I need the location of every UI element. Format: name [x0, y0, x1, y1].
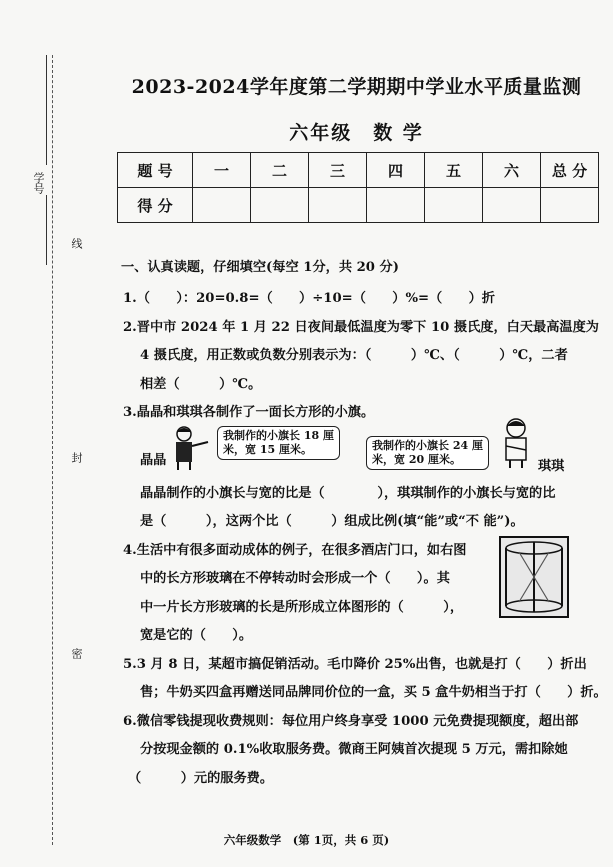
score-cell-6: 六	[483, 153, 541, 188]
score-row-label: 得 分	[118, 188, 193, 223]
section-heading: 一、认真读题，仔细填空(每空 1分，共 20 分)	[121, 260, 399, 275]
exam-subtitle: 六年级 数 学	[289, 122, 424, 144]
question-3-line3: 是（ ），这两个比（ ）组成比例(填“能”或“不 能”)。	[140, 514, 524, 529]
score-table	[117, 152, 599, 223]
binding-margin	[0, 0, 100, 867]
qiqi-name: 琪琪	[538, 459, 565, 474]
score-blank[interactable]	[541, 188, 599, 223]
margin-label-xuehao: 学号	[32, 172, 45, 194]
score-cell-2: 二	[251, 153, 309, 188]
margin-dashed-line	[52, 55, 53, 845]
jingjing-figure-icon	[168, 424, 214, 470]
score-table-header-row	[118, 153, 599, 188]
qiqi-figure-icon	[494, 416, 538, 468]
question-1: 1.（ ）：20=0.8=（ ）÷10=（ ）%=（ ）折	[123, 291, 495, 306]
question-4-line4: 宽是它的（ ）。	[140, 628, 253, 643]
score-cell-1: 一	[193, 153, 251, 188]
jingjing-name: 晶晶	[140, 453, 167, 468]
jingjing-bubble-line1: 我制作的小旗长 18 厘	[223, 429, 334, 442]
question-4-line1: 4.生活中有很多面动成体的例子，在很多酒店门口，如右图	[123, 543, 467, 558]
score-blank[interactable]	[425, 188, 483, 223]
question-3-line1: 3.晶晶和琪琪各制作了一面长方形的小旗。	[123, 405, 375, 420]
question-6-line3: （ ）元的服务费。	[128, 771, 274, 786]
question-6-line1: 6.微信零钱提现收费规则：每位用户终身享受 1000 元免费提现额度，超出部	[123, 714, 579, 729]
score-table-score-row	[118, 188, 599, 223]
exam-title: 2023-2024学年度第二学期期中学业水平质量监测	[131, 76, 582, 98]
page-footer: 六年级数学 (第 1页，共 6 页)	[223, 833, 390, 847]
question-6-line2: 分按现金额的 0.1%收取服务费。微商王阿姨首次提现 5 万元，需扣除她	[140, 742, 568, 757]
question-5-line1: 5.3 月 8 日，某超市搞促销活动。毛巾降价 25%出售，也就是打（ ）折出	[123, 657, 587, 672]
question-5-line2: 售；牛奶买四盒再赠送同品牌同价位的一盒，买 5 盒牛奶相当于打（ ）折。	[140, 685, 607, 700]
jingjing-speech-bubble	[217, 426, 340, 460]
margin-line	[46, 55, 47, 165]
question-3-line2: 晶晶制作的小旗长与宽的比是（ ），琪琪制作的小旗长与宽的比	[140, 486, 556, 501]
score-blank[interactable]	[309, 188, 367, 223]
margin-label-mi: 密	[70, 648, 83, 659]
score-cell-label: 题 号	[118, 153, 193, 188]
score-cell-total: 总 分	[541, 153, 599, 188]
qiqi-speech-bubble	[366, 436, 489, 470]
score-cell-4: 四	[367, 153, 425, 188]
jingjing-bubble-line2: 米，宽 15 厘米。	[223, 443, 312, 456]
question-4-line3: 中一片长方形玻璃的长是所形成立体图形的（ ），	[140, 600, 464, 615]
qiqi-bubble-line1: 我制作的小旗长 24 厘	[372, 439, 483, 452]
margin-label-xian: 线	[70, 238, 83, 249]
score-blank[interactable]	[367, 188, 425, 223]
qiqi-bubble-line2: 米，宽 20 厘米。	[372, 453, 461, 466]
score-blank[interactable]	[483, 188, 541, 223]
question-4-line2: 中的长方形玻璃在不停转动时会形成一个（ ）。其	[140, 571, 450, 586]
margin-line	[46, 195, 47, 265]
revolving-door-icon	[499, 536, 569, 618]
question-2-line3: 相差（ ）℃。	[140, 377, 262, 392]
score-blank[interactable]	[193, 188, 251, 223]
question-2-line1: 2.晋中市 2024 年 1 月 22 日夜间最低温度为零下 10 摄氏度，白天最高温度为	[123, 320, 599, 335]
score-cell-3: 三	[309, 153, 367, 188]
score-cell-5: 五	[425, 153, 483, 188]
question-2-line2: 4 摄氏度，用正数或负数分别表示为：（ ）℃、（ ）℃，二者	[140, 348, 568, 363]
margin-label-feng: 封	[70, 452, 83, 463]
score-blank[interactable]	[251, 188, 309, 223]
